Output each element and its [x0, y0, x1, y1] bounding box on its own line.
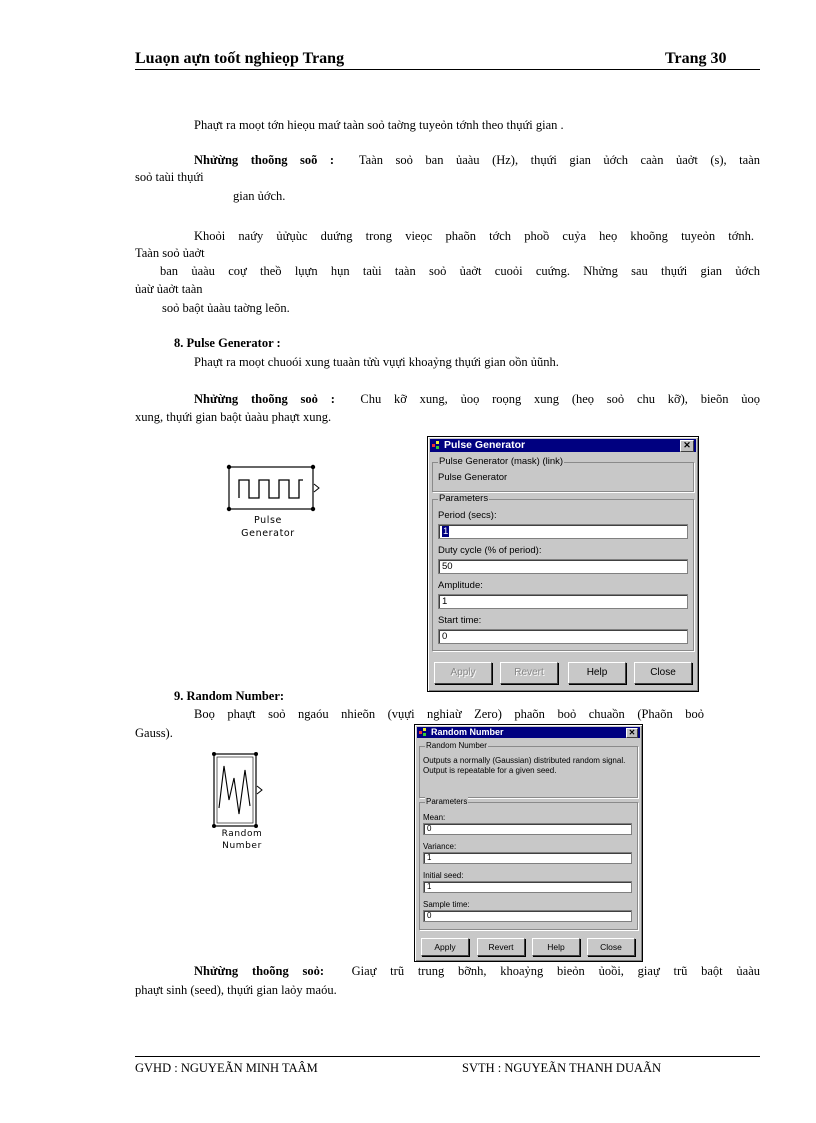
close-icon[interactable]: ✕: [626, 728, 638, 738]
revert-button[interactable]: Revert: [477, 938, 525, 956]
paragraph-params-line3: gian ủớch.: [233, 189, 286, 203]
random-mask-group-title: Random Number: [426, 741, 487, 750]
amplitude-label: Amplitude:: [438, 580, 483, 591]
mean-label: Mean:: [423, 813, 446, 822]
period-label: Period (secs):: [438, 510, 497, 521]
pulse-block-label: [228, 514, 308, 540]
pulse-parameters-group: [432, 493, 694, 651]
revert-button[interactable]: Revert: [500, 662, 558, 684]
apply-button[interactable]: Apply: [434, 662, 492, 684]
pulse-mask-group-title: Pulse Generator (mask) (link): [439, 456, 564, 467]
start-time-label: Start time:: [438, 615, 482, 626]
amplitude-input[interactable]: 1: [438, 594, 688, 609]
footer-student: SVTH : NGUYEÃN THANH DUAÃN: [462, 1061, 662, 1075]
help-button[interactable]: Help: [568, 662, 626, 684]
close-button[interactable]: Close: [587, 938, 635, 956]
paragraph-intro: Phaựt ra moọt tớn hieọu maứ taàn soỏ taờng tuyeỏn tớnh theo thụứi gian .: [194, 118, 564, 132]
help-button[interactable]: Help: [532, 938, 580, 956]
simulink-icon: [419, 728, 428, 737]
section-9-params-text: Giaự trũ trung bỡnh, khoaỷng bieỏn ủoồi, giaự trũ baột ủaàu: [351, 964, 761, 978]
initial-seed-input[interactable]: 1: [423, 881, 632, 893]
header-title: Luaọn aựn toốt nghieọp Trang: [135, 50, 345, 67]
duty-cycle-input[interactable]: 50: [438, 559, 688, 574]
random-dialog-title: Random Number: [431, 727, 504, 737]
period-value: 1: [443, 526, 449, 537]
section-9-description-line1: Boọ phaựt soỏ ngaóu nhieõn (vụựi nghiaừ Zero) phaõn boỏ chuaồn (Phaõn boỏ: [194, 707, 704, 721]
sample-time-label: Sample time:: [423, 900, 470, 909]
simulink-icon: [432, 441, 441, 450]
period-input[interactable]: [438, 524, 688, 539]
section-8-params-label: Nhửừng thoõng soỏ :: [194, 392, 335, 406]
random-parameters-title: Parameters: [426, 797, 468, 806]
paragraph-note-line5: soỏ baột ủaàu taờng leõn.: [162, 301, 290, 315]
random-description-line1: Outputs a normally (Gaussian) distributed random signal.: [423, 756, 626, 765]
random-number-block: [208, 750, 268, 830]
section-9-description-line2: Gauss).: [135, 726, 173, 740]
pulse-generator-block: [222, 462, 322, 518]
section-9-params-line2: phaựt sinh (seed), thụứi gian laỏy maóu.: [135, 983, 337, 997]
paragraph-note-line1: Khoỏi naứy ủửụùc duứng trong vieọc phaõn tớch phoồ cuỷa heọ khoõng tuyeỏn tớnh.: [194, 229, 754, 243]
pulse-mask-description: Pulse Generator: [438, 472, 508, 483]
pulse-dialog-title: Pulse Generator: [444, 439, 526, 451]
section-9-params-line1: [194, 964, 760, 979]
paragraph-note-line3: ban ủaàu coự theồ lụựn hụn taùi taàn soỏ ủaởt cuoỏi cuứng. Nhửng sau thụứi gian ủớch: [160, 264, 760, 278]
random-mask-group: [419, 741, 638, 798]
section-9-title: 9. Random Number:: [174, 689, 285, 703]
paragraph-note-line4: ủaừ ủaởt taàn: [135, 282, 203, 296]
pulse-block-label-line2: Generator: [241, 528, 295, 539]
variance-label: Variance:: [423, 842, 457, 851]
section-8-title: 8. Pulse Generator :: [174, 336, 281, 350]
footer-advisor: GVHD : NGUYEÃN MINH TAÂM: [135, 1061, 318, 1075]
paragraph-params-line1: [194, 153, 760, 168]
random-block-label-line1: Random: [221, 829, 263, 839]
random-block-label-line2: Number: [222, 841, 262, 851]
footer-rule: [135, 1056, 760, 1057]
pulse-dialog-titlebar: [430, 439, 696, 452]
params-label: Nhửừng thoõng soõ :: [194, 153, 335, 167]
section-8-description: Phaựt ra moọt chuoói xung tuaàn tửù vụựi khoaỷng thụứi gian oồn ủũnh.: [194, 355, 559, 369]
pulse-parameters-title: Parameters: [439, 493, 489, 504]
random-dialog-titlebar: [417, 727, 640, 738]
random-parameters-group: [419, 797, 638, 930]
close-icon[interactable]: ✕: [680, 440, 694, 452]
paragraph-note-line2: Taàn soỏ ủaởt: [135, 246, 205, 260]
pulse-block-label-line1: Pulse: [253, 515, 283, 526]
params-text: Taàn soỏ ban ủaàu (Hz), thụứi gian ủớch caàn ủaởt (s), taàn: [358, 153, 761, 167]
duty-cycle-label: Duty cycle (% of period):: [438, 545, 542, 556]
start-time-input[interactable]: 0: [438, 629, 688, 644]
header-page-number: Trang 30: [665, 50, 727, 67]
apply-button[interactable]: Apply: [421, 938, 469, 956]
close-button[interactable]: Close: [634, 662, 692, 684]
random-description-line2: Output is repeatable for a given seed.: [423, 766, 557, 775]
random-block-label: [204, 828, 280, 852]
variance-input[interactable]: 1: [423, 852, 632, 864]
paragraph-params-line2: soỏ taùi thụứi: [135, 170, 204, 184]
pulse-generator-dialog: [427, 436, 699, 692]
initial-seed-label: Initial seed:: [423, 871, 464, 880]
header-rule: [135, 69, 760, 70]
section-8-params-line1: [194, 392, 760, 407]
pulse-mask-group: [432, 456, 694, 492]
section-8-params-text: Chu kỡ xung, ủoọ roọng xung (heọ soỏ chu kỡ), bieõn ủoọ: [360, 392, 760, 406]
sample-time-input[interactable]: 0: [423, 910, 632, 922]
section-8-params-line2: xung, thụứi gian baột ủaàu phaựt xung.: [135, 410, 332, 424]
random-number-dialog: [414, 724, 643, 962]
section-9-params-label: Nhửừng thoõng soỏ:: [194, 964, 325, 978]
mean-input[interactable]: 0: [423, 823, 632, 835]
